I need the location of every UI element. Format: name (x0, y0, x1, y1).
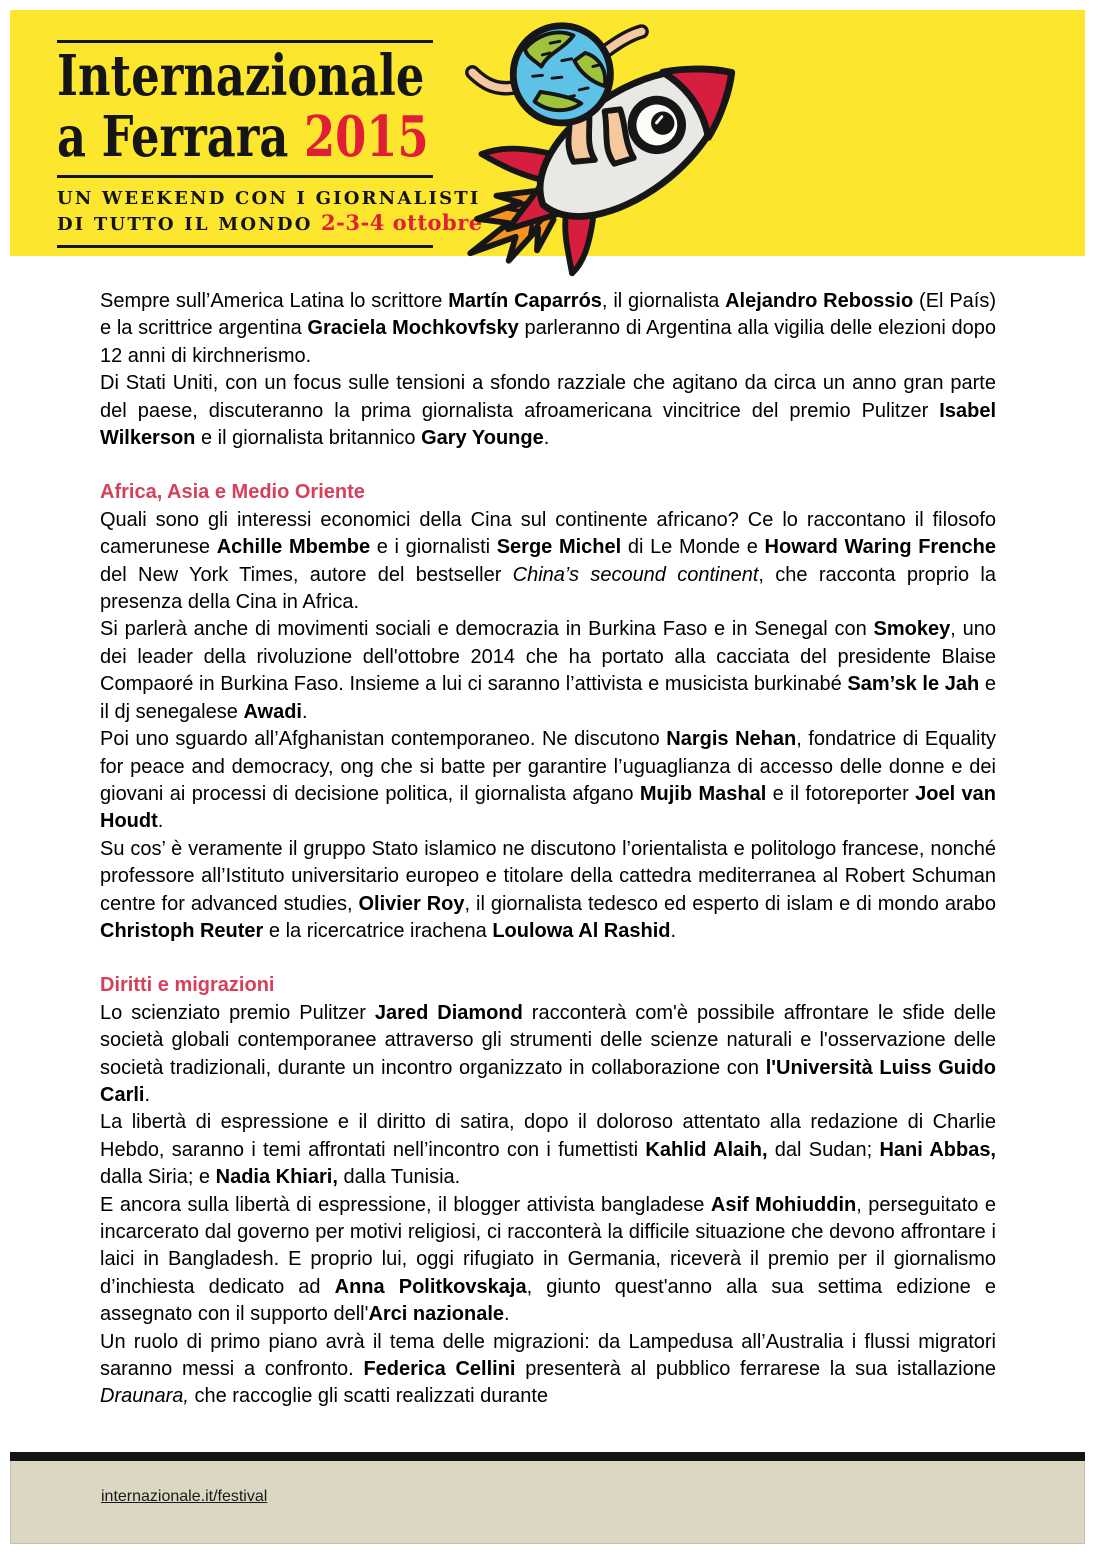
paragraph: Su cos’ è veramente il gruppo Stato islamico ne discutono l’orientalista e politologo francese, nonché professore all’Istituto universitario europeo e titolare della cattedra mediterranea al Robert Schuman centre for advanced studies, Olivier Roy, il giornalista tedesco ed esperto di islam e di mondo arabo Christoph Reuter e la ricercatrice irachena Loulowa Al Rashid. (100, 837, 996, 942)
tagline-line1: UN WEEKEND CON I GIORNALISTI (57, 188, 481, 209)
paragraph: La libertà di espressione e il diritto di satira, dopo il doloroso attentato alla redazione di Charlie Hebdo, saranno i temi affrontati nell’incontro con i fumettisti Kahlid Alaih, dal Sudan; Hani Abbas, dalla Siria; e Nadia Khiari, dalla Tunisia. (100, 1111, 996, 1189)
section-heading: Diritti e migrazioni (100, 974, 275, 997)
logo-line2-text: a Ferrara (57, 104, 289, 170)
footer-divider-bar (10, 1452, 1085, 1461)
festival-link[interactable]: internazionale.it/festival (101, 1488, 268, 1505)
festival-tagline (57, 187, 483, 237)
festival-header (10, 10, 1085, 256)
paragraph: Poi uno sguardo all’Afghanistan contemporaneo. Ne discutono Nargis Nehan, fondatrice di Equality for peace and democracy, ong che si batte per garantire l’uguaglianza di accesso delle donne e dei giovani ai processi di decisione politica, il giornalista afgano Mujib Mashal e il fotoreporter Joel van Houdt. (100, 728, 997, 833)
festival-dates: 2-3-4 ottobre (321, 210, 483, 235)
logo-year: 2015 (303, 104, 429, 170)
paragraph: Quali sono gli interessi economici della Cina sul continente africano? Ce lo raccontano il filosofo camerunese Achille Mbembe e i giornalisti Serge Michel di Le Monde e Howard Waring Frenche del New York Times, autore del bestseller China’s secound continent, che racconta proprio la presenza della Cina in Africa. (100, 508, 996, 614)
logo-line2 (57, 104, 433, 170)
paragraph: Di Stati Uniti, con un focus sulle tensioni a sfondo razziale che agitano da circa un anno gran parte del paese, discuteranno la prima giornalista afroamericana vincitrice del premio Pulitzer Isabel Wilkerson e il giornalista britannico Gary Younge. (100, 372, 996, 450)
tagline-line2: DI TUTTO IL MONDO (57, 214, 313, 235)
page-footer (10, 1461, 1085, 1544)
divider-bottom (57, 245, 433, 248)
festival-logo (57, 40, 483, 248)
divider-middle (57, 175, 433, 178)
paragraph: Un ruolo di primo piano avrà il tema delle migrazioni: da Lampedusa all’Australia i flussi migratori saranno messi a confronto. Federica Cellini presenterà al pubblico ferrarese la sua istallazione Draunara, che raccoglie gli scatti realizzati durante (100, 1330, 996, 1408)
section-heading: Africa, Asia e Medio Oriente (100, 481, 365, 504)
logo-line1-text: Internazionale (57, 43, 425, 109)
logo-line1 (57, 43, 433, 109)
paragraph: Si parlerà anche di movimenti sociali e democrazia in Burkina Faso e in Senegal con Smokey, uno dei leader della rivoluzione dell'ottobre 2014 che ha portato alla cacciata del presidente Blaise Compaoré in Burkina Faso. Insieme a lui ci saranno l’attivista e musicista burkinabé Sam’sk le Jah e il dj senegalese Awadi. (100, 618, 996, 723)
paragraph: Lo scienziato premio Pulitzer Jared Diamond racconterà com'è possibile affrontare le sfide delle società globali contemporanee attraverso gli strumenti delle scienze naturali e l'osservazione delle società tradizionali, durante un incontro organizzato in collaborazione con l'Università Luiss Guido Carli. (100, 1001, 997, 1106)
rocket-globe-illustration (460, 16, 790, 259)
paragraph: Sempre sull’America Latina lo scrittore Martín Caparrós, il giornalista Alejandro Rebossio (El País) e la scrittrice argentina Graciela Mochkovfsky parleranno di Argentina alla vigilia delle elezioni dopo 12 anni di kirchnerismo. (100, 290, 997, 367)
article-body (100, 288, 996, 1411)
paragraph: E ancora sulla libertà di espressione, il blogger attivista bangladese Asif Mohiuddin, perseguitato e incarcerato dal governo per motivi religiosi, ci racconterà la difficile situazione che devono affrontare i laici in Bangladesh. E proprio lui, oggi rifugiato in Germania, riceverà il premio per il giornalismo d’inchiesta dedicato ad Anna Politkovskaja, giunto quest'anno alla sua settima edizione e assegnato con il supporto dell'Arci nazionale. (100, 1193, 997, 1326)
